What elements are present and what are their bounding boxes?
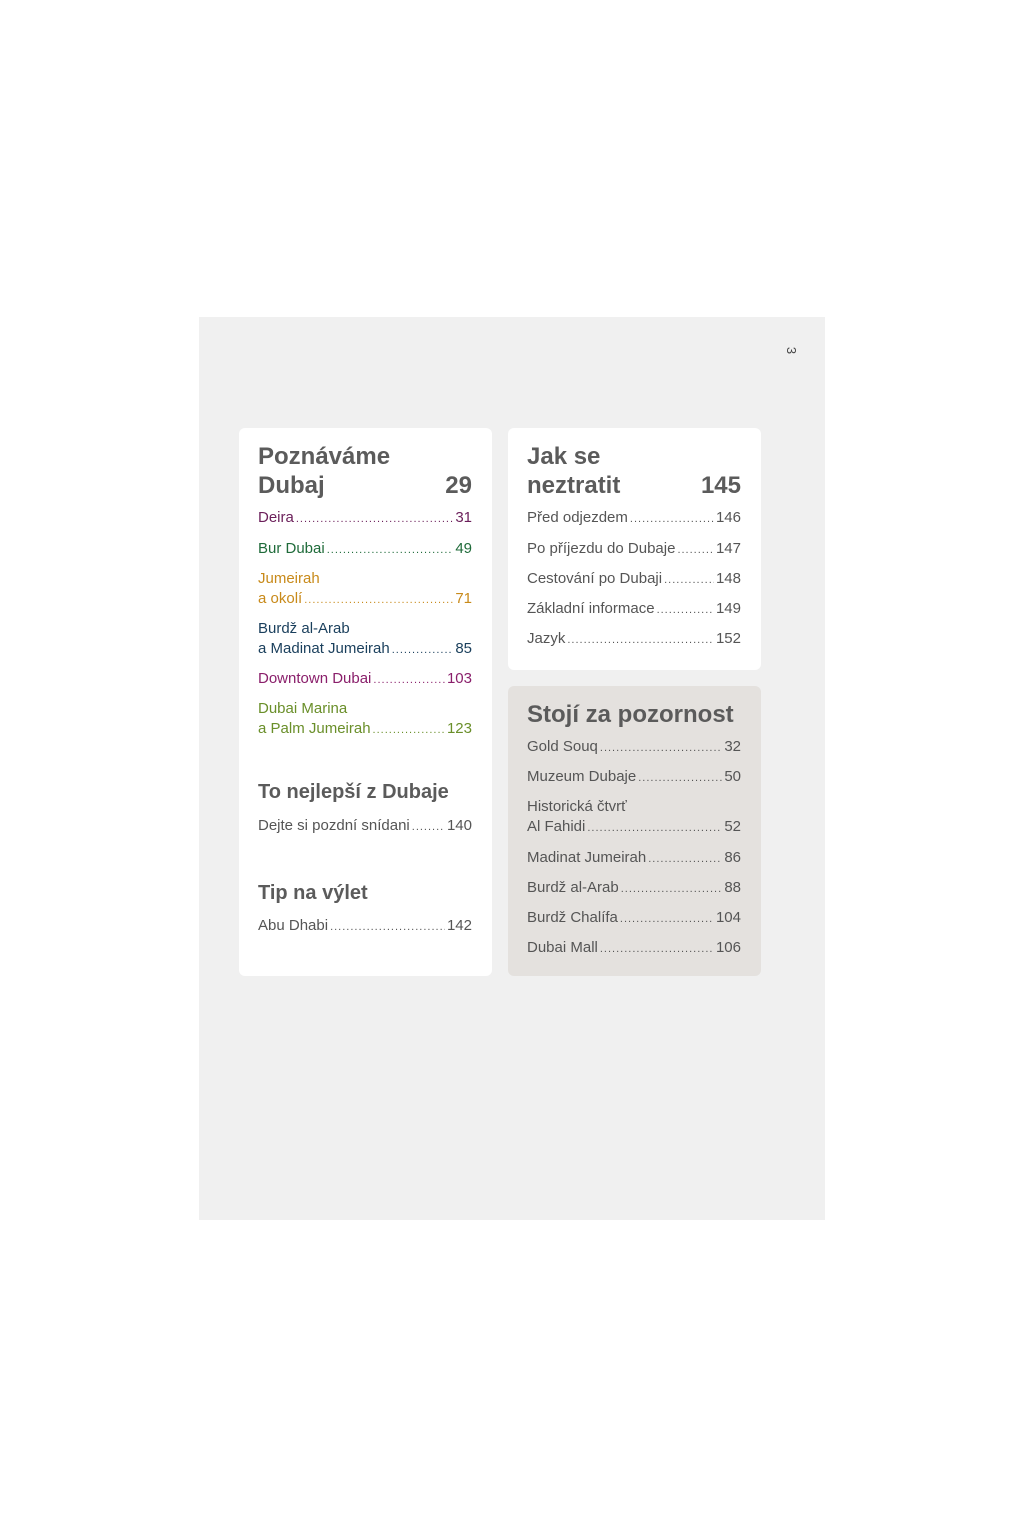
- toc-entry-label: Základní informace: [527, 600, 655, 617]
- toc-entry-dubai-museum[interactable]: [527, 767, 741, 788]
- dot-leader: [392, 640, 454, 660]
- toc-card-highlights: [508, 686, 761, 976]
- dot-leader: [330, 917, 445, 937]
- section-page-number: 145: [700, 472, 741, 499]
- page-number: 3: [784, 346, 800, 355]
- section-title-getting-around[interactable]: [527, 442, 741, 500]
- toc-entry-jumeirah[interactable]: [258, 569, 472, 610]
- dot-leader: [620, 909, 714, 929]
- dot-leader: [648, 849, 722, 869]
- toc-entry-label-line1: Burdž al-Arab: [258, 620, 350, 637]
- toc-entry-basic-info[interactable]: [527, 599, 741, 620]
- toc-entry-label: Muzeum Dubaje: [527, 768, 637, 785]
- toc-entry-page: 49: [455, 540, 472, 557]
- toc-entry-burj-al-arab[interactable]: [258, 619, 472, 660]
- toc-entry-page: 50: [724, 768, 741, 785]
- toc-entry-label: Al Fahidi: [527, 818, 586, 835]
- dot-leader: [567, 630, 714, 650]
- toc-entry-label: Dejte si pozdní snídani: [258, 817, 410, 834]
- toc-entry-page: 147: [715, 540, 741, 557]
- section-title-line2: neztratit: [527, 472, 621, 499]
- dot-leader: [664, 570, 714, 590]
- toc-entry-downtown-dubai[interactable]: [258, 669, 472, 690]
- section-title-explore[interactable]: [258, 442, 472, 500]
- section-title-best[interactable]: To nejlepší z Dubaje: [258, 781, 449, 803]
- dot-leader: [621, 879, 723, 899]
- toc-entry-page: 85: [455, 640, 472, 657]
- toc-entry-page: 103: [446, 670, 472, 687]
- toc-entry-page: 52: [724, 818, 741, 835]
- toc-entry-label: a Palm Jumeirah: [258, 720, 371, 737]
- toc-entry-label: a Madinat Jumeirah: [258, 640, 390, 657]
- toc-entry-travelling[interactable]: [527, 569, 741, 590]
- dot-leader: [373, 670, 445, 690]
- toc-entry-madinat-jumeirah[interactable]: [527, 848, 741, 869]
- toc-card-getting-around: [508, 428, 761, 670]
- toc-entry-label: Jazyk: [527, 630, 566, 647]
- section-title-line1: Poznáváme: [258, 443, 391, 470]
- dot-leader: [677, 540, 714, 560]
- toc-entry-abu-dhabi[interactable]: [258, 916, 472, 937]
- toc-entry-page: 32: [724, 738, 741, 755]
- toc-entry-before-departure[interactable]: [527, 508, 741, 529]
- toc-entry-page: 123: [446, 720, 472, 737]
- toc-entry-dubai-mall[interactable]: [527, 938, 741, 959]
- dot-leader: [657, 600, 714, 620]
- dot-leader: [327, 540, 454, 560]
- toc-entry-label-line1: Historická čtvrť: [527, 798, 627, 815]
- section-page-number: 29: [445, 472, 472, 499]
- toc-entry-label-line1: Jumeirah: [258, 570, 320, 587]
- toc-entry-language[interactable]: [527, 629, 741, 650]
- toc-entry-burj-al-arab-highlight[interactable]: [527, 878, 741, 899]
- section-title-line1: Jak se: [527, 443, 601, 470]
- toc-entry-page: 152: [715, 630, 741, 647]
- toc-entry-gold-souq[interactable]: [527, 737, 741, 758]
- toc-entry-page: 86: [724, 849, 741, 866]
- dot-leader: [373, 720, 445, 740]
- toc-entry-label: Cestování po Dubaji: [527, 570, 663, 587]
- toc-entry-label: Downtown Dubai: [258, 670, 372, 687]
- toc-entry-label: Deira: [258, 509, 294, 526]
- section-title-line2: Dubaj: [258, 472, 325, 499]
- toc-entry-bur-dubai[interactable]: [258, 539, 472, 560]
- toc-entry-al-fahidi[interactable]: [527, 797, 741, 838]
- toc-entry-dubai-marina[interactable]: [258, 699, 472, 740]
- dot-leader: [630, 509, 714, 529]
- toc-entry-label: Abu Dhabi: [258, 917, 329, 934]
- section-title-highlights[interactable]: Stojí za pozornost: [527, 701, 734, 728]
- toc-entry-page: 148: [715, 570, 741, 587]
- toc-entry-label: a okolí: [258, 590, 303, 607]
- toc-entry-page: 106: [715, 939, 741, 956]
- toc-entry-page: 31: [455, 509, 472, 526]
- toc-entry-page: 140: [446, 817, 472, 834]
- toc-entry-label-line1: Dubai Marina: [258, 700, 348, 717]
- dot-leader: [304, 590, 453, 610]
- dot-leader: [638, 768, 722, 788]
- toc-entry-page: 71: [455, 590, 472, 607]
- toc-entry-deira[interactable]: [258, 508, 472, 529]
- toc-entry-label: Gold Souq: [527, 738, 598, 755]
- toc-entry-burj-khalifa[interactable]: [527, 908, 741, 929]
- toc-entry-after-arrival[interactable]: [527, 539, 741, 560]
- toc-entry-label: Madinat Jumeirah: [527, 849, 647, 866]
- toc-card-explore: [239, 428, 492, 976]
- toc-entry-page: 88: [724, 879, 741, 896]
- toc-entry-label: Bur Dubai: [258, 540, 325, 557]
- dot-leader: [587, 818, 722, 838]
- toc-entry-label: Před odjezdem: [527, 509, 628, 526]
- dot-leader: [600, 738, 722, 758]
- dot-leader: [412, 817, 445, 837]
- toc-entry-page: 142: [446, 917, 472, 934]
- dot-leader: [600, 939, 714, 959]
- toc-entry-label: Po příjezdu do Dubaje: [527, 540, 676, 557]
- toc-entry-page: 146: [715, 509, 741, 526]
- section-title-trip[interactable]: Tip na výlet: [258, 882, 368, 904]
- toc-entry-page: 149: [715, 600, 741, 617]
- toc-entry-late-breakfast[interactable]: [258, 816, 472, 837]
- toc-entry-label: Dubai Mall: [527, 939, 598, 956]
- toc-entry-label: Burdž Chalífa: [527, 909, 618, 926]
- dot-leader: [296, 509, 453, 529]
- toc-entry-label: Burdž al-Arab: [527, 879, 619, 896]
- toc-entry-page: 104: [715, 909, 741, 926]
